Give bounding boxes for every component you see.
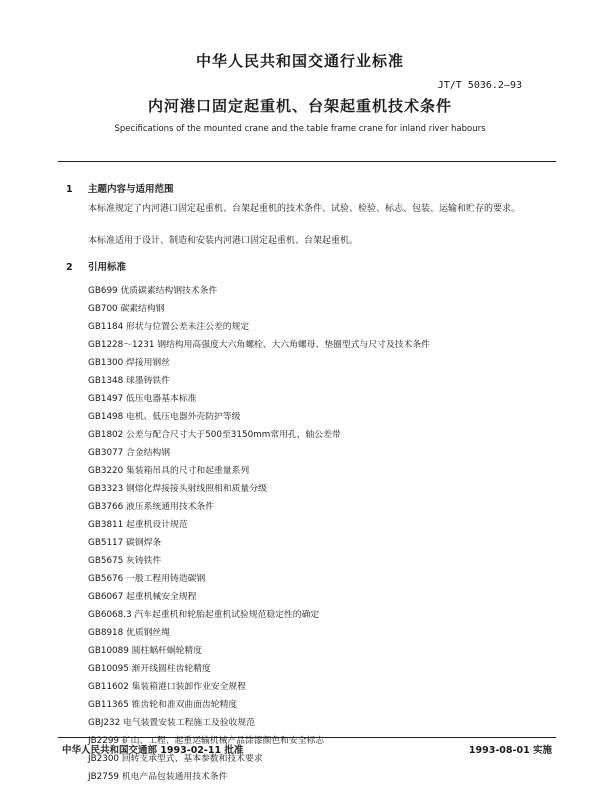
reference-item: JB2300 回转支承型式、基本参数和技术要求 [88,754,263,764]
reference-item: GB1300 焊接用钢丝 [88,358,171,368]
reference-item: GB699 优质碳素结构钢技术条件 [88,286,218,296]
header-divider [58,161,556,162]
section-1-paragraph-1: 本标准规定了内河港口固定起重机、台架起重机的技术条件、试验、检验、标志、包装、运输和贮存的要求。 [88,204,521,214]
section-2-heading [66,259,126,273]
reference-item: JB2299 矿山、工程、起重运输机械产品涂漆颜色和安全标志 [88,736,325,746]
section-number: 2 [66,262,73,273]
reference-item: GB11365 锥齿轮和准双曲面齿轮精度 [88,700,238,710]
reference-item: GB3766 液压系统通用技术条件 [88,502,215,512]
reference-item: GB11602 集装箱港口装卸作业安全规程 [88,682,246,692]
effective-date: 1993-08-01 实施 [468,745,552,756]
reference-item: GB1498 电机、低压电器外壳防护等级 [88,412,241,422]
reference-item: GB1497 低压电器基本标准 [88,394,197,404]
reference-item: GBJ232 电气装置安装工程施工及验收规范 [88,718,255,728]
issuing-organization: 中华人民共和国交通行业标准 [195,52,404,70]
section-title: 主题内容与适用范围 [88,184,174,195]
reference-item: GB1184 形状与位置公差未注公差的规定 [88,322,250,332]
standard-code: JT/T 5036.2—93 [437,80,522,91]
document-title-cn: 内河港口固定起重机、台架起重机技术条件 [147,97,452,115]
reference-item: JB2759 机电产品包装通用技术条件 [88,772,228,782]
section-1-heading [66,181,174,195]
reference-item: GB3220 集装箱吊具的尺寸和起重量系列 [88,466,250,476]
reference-item: GB1802 公差与配合尺寸大于500至3150mm常用孔，轴公差带 [88,430,341,440]
reference-item: GB6067 起重机械安全规程 [88,592,197,602]
reference-item: GB10089 圆柱蜗杆蜗轮精度 [88,646,203,656]
section-1-paragraph-2: 本标准适用于设计、制造和安装内河港口固定起重机、台架起重机。 [88,236,359,246]
approval-statement: 中华人民共和国交通部 1993-02-11 批准 [62,745,244,756]
reference-item: GB5676 一般工程用铸造碳钢 [88,574,206,584]
section-title: 引用标准 [88,262,127,273]
reference-item: GB6068.3 汽车起重机和轮胎起重机试验规范稳定性的确定 [88,610,320,620]
reference-item: GB5675 灰铸铁件 [88,556,162,566]
reference-item: GB5117 碳钢焊条 [88,538,162,548]
reference-item: GB1228～1231 钢结构用高强度大六角螺栓、大六角螺母、垫圈型式与尺寸及技术条件 [88,340,430,350]
footer-divider [58,737,556,738]
reference-item: GB8918 优质钢丝绳 [88,628,171,638]
reference-item: GB3811 起重机设计规范 [88,520,188,530]
reference-item: GB1348 球墨铸铁件 [88,376,171,386]
reference-item: GB3077 合金结构钢 [88,448,171,458]
reference-item: GB700 碳素结构钢 [88,304,165,314]
reference-list [88,282,430,786]
reference-item: GB3323 钢熔化焊接接头射线照相和质量分级 [88,484,267,494]
document-title-en: Specifications of the mounted crane and the table frame crane for inland river habours [114,124,486,134]
section-number: 1 [66,184,73,195]
reference-item: GB10095 渐开线圆柱齿轮精度 [88,664,211,674]
